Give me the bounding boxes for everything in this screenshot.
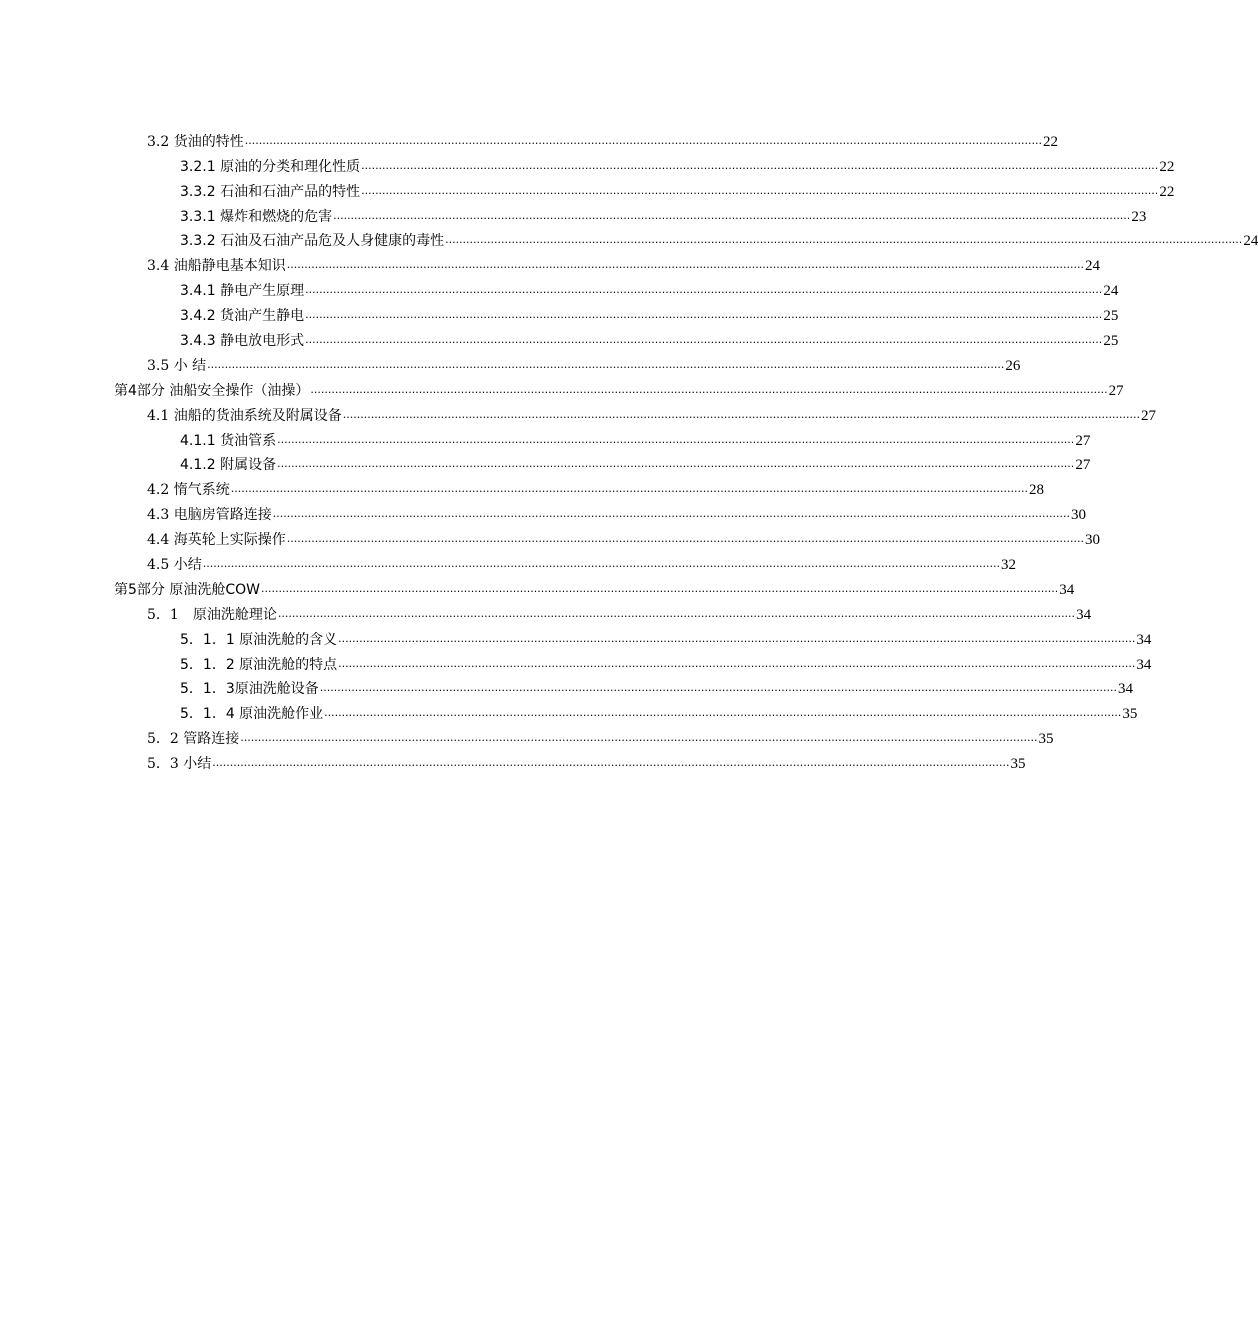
toc-dot-leader: .................................................................................................................................................................................................................................... (333, 208, 1131, 222)
toc-dot-leader: .................................................................................................................................................................................................................................... (277, 457, 1075, 471)
toc-dot-leader: .................................................................................................................................................................................................................................... (445, 233, 1243, 247)
toc-page-number: 32 (1000, 557, 1016, 574)
toc-page-number: 27 (1140, 407, 1156, 424)
toc-entry[interactable] (0, 226, 1258, 251)
toc-page-number: 27 (1075, 457, 1091, 474)
toc-entry[interactable] (0, 748, 1026, 773)
toc-dot-leader: .................................................................................................................................................................................................................................... (207, 357, 1005, 371)
toc-dot-leader: .................................................................................................................................................................................................................................... (319, 681, 1117, 695)
toc-page-number: 23 (1131, 208, 1147, 225)
toc-dot-leader: .................................................................................................................................................................................................................................... (244, 133, 1042, 147)
toc-entry[interactable] (0, 599, 1092, 624)
toc-entry[interactable] (0, 250, 1100, 275)
toc-entry-label: 5．1．4 原油洗舱作业 (180, 706, 324, 723)
toc-entry-label: 4.1.2 附属设备 (180, 457, 277, 474)
toc-entry[interactable] (0, 425, 1091, 450)
toc-entry[interactable] (0, 176, 1175, 201)
toc-entry[interactable] (0, 350, 1021, 375)
toc-dot-leader: .................................................................................................................................................................................................................................... (305, 308, 1103, 322)
toc-page-number: 27 (1075, 432, 1091, 449)
toc-page-number: 35 (1038, 731, 1054, 748)
toc-entry[interactable] (0, 499, 1086, 524)
toc-entry[interactable] (0, 400, 1156, 425)
toc-entry-label: 5．1 原油洗舱理论 (147, 606, 277, 623)
toc-page-number: 35 (1010, 756, 1026, 773)
toc-page-number: 30 (1084, 532, 1100, 549)
toc-entry-label: 3.4.3 静电放电形式 (180, 333, 305, 350)
toc-page-number: 26 (1005, 357, 1021, 374)
toc-entry[interactable] (0, 201, 1147, 226)
toc-entry-label: 4.5 小结 (147, 557, 202, 574)
toc-entry-label: 3.5 小 结 (147, 357, 207, 374)
toc-page-number: 34 (1117, 681, 1133, 698)
toc-entry-label: 3.3.2 石油和石油产品的特性 (180, 183, 361, 200)
toc-dot-leader: .................................................................................................................................................................................................................................... (286, 258, 1084, 272)
toc-dot-leader: .................................................................................................................................................................................................................................... (361, 158, 1159, 172)
toc-page-number: 34 (1136, 656, 1152, 673)
toc-entry-label: 5．1．3原油洗舱设备 (180, 681, 319, 698)
toc-entry[interactable] (0, 275, 1119, 300)
toc-entry-label: 5．3 小结 (147, 756, 212, 773)
toc-entry-label: 第4部分 油船安全操作（油操） (114, 382, 310, 399)
toc-page-number: 25 (1103, 333, 1119, 350)
toc-entry-label: 5．2 管路连接 (147, 731, 240, 748)
toc-entry-label: 第5部分 原油洗舱COW (114, 581, 260, 598)
toc-entry-label: 4.4 海英轮上实际操作 (147, 532, 286, 549)
toc-entry-label: 5．1．1 原油洗舱的含义 (180, 631, 338, 648)
toc-entry-label: 4.2 惰气系统 (147, 482, 230, 499)
toc-entry[interactable] (0, 624, 1152, 649)
toc-dot-leader: .................................................................................................................................................................................................................................... (324, 706, 1122, 720)
toc-entry[interactable] (0, 574, 1075, 599)
toc-dot-leader: .................................................................................................................................................................................................................................... (305, 333, 1103, 347)
toc-entry-label: 4.3 电脑房管路连接 (147, 507, 272, 524)
toc-dot-leader: .................................................................................................................................................................................................................................... (277, 606, 1076, 620)
table-of-contents (0, 126, 1258, 773)
toc-dot-leader: .................................................................................................................................................................................................................................... (261, 581, 1059, 595)
toc-entry[interactable] (0, 151, 1175, 176)
toc-entry-label: 3.4 油船静电基本知识 (147, 258, 286, 275)
toc-dot-leader: .................................................................................................................................................................................................................................... (361, 183, 1159, 197)
toc-entry[interactable] (0, 723, 1054, 748)
toc-dot-leader: .................................................................................................................................................................................................................................... (230, 482, 1028, 496)
toc-entry[interactable] (0, 674, 1133, 699)
toc-page-number: 34 (1059, 581, 1075, 598)
toc-entry[interactable] (0, 649, 1152, 674)
toc-page-number: 34 (1076, 606, 1092, 623)
toc-dot-leader: .................................................................................................................................................................................................................................... (305, 283, 1103, 297)
toc-entry[interactable] (0, 698, 1138, 723)
toc-entry-label: 4.1.1 货油管系 (180, 432, 277, 449)
toc-entry-label: 4.1 油船的货油系统及附属设备 (147, 407, 342, 424)
toc-page-number: 22 (1159, 183, 1175, 200)
toc-entry[interactable] (0, 549, 1016, 574)
toc-dot-leader: .................................................................................................................................................................................................................................... (240, 731, 1038, 745)
toc-page-number: 24 (1103, 283, 1119, 300)
toc-entry-label: 3.2 货油的特性 (147, 133, 244, 150)
toc-entry[interactable] (0, 375, 1124, 400)
toc-dot-leader: .................................................................................................................................................................................................................................... (310, 382, 1108, 396)
toc-dot-leader: .................................................................................................................................................................................................................................... (342, 407, 1140, 421)
toc-entry-label: 3.4.2 货油产生静电 (180, 308, 305, 325)
toc-dot-leader: .................................................................................................................................................................................................................................... (277, 432, 1075, 446)
toc-entry[interactable] (0, 126, 1058, 151)
toc-page-number: 25 (1103, 308, 1119, 325)
toc-dot-leader: .................................................................................................................................................................................................................................... (338, 631, 1136, 645)
toc-page-number: 28 (1028, 482, 1044, 499)
toc-entry-label: 3.3.1 爆炸和燃烧的危害 (180, 208, 333, 225)
toc-entry-label: 3.3.2 石油及石油产品危及人身健康的毒性 (180, 233, 445, 250)
toc-page-number: 24 (1243, 233, 1258, 250)
toc-page-number: 27 (1108, 382, 1124, 399)
toc-dot-leader: .................................................................................................................................................................................................................................... (202, 557, 1000, 571)
toc-entry-label: 3.2.1 原油的分类和理化性质 (180, 158, 361, 175)
toc-page-number: 30 (1070, 507, 1086, 524)
toc-entry[interactable] (0, 474, 1044, 499)
toc-page-number: 24 (1084, 258, 1100, 275)
toc-dot-leader: .................................................................................................................................................................................................................................... (212, 756, 1010, 770)
toc-dot-leader: .................................................................................................................................................................................................................................... (338, 656, 1136, 670)
toc-entry[interactable] (0, 450, 1091, 475)
toc-dot-leader: .................................................................................................................................................................................................................................... (286, 532, 1084, 546)
toc-dot-leader: .................................................................................................................................................................................................................................... (272, 507, 1070, 521)
toc-page-number: 22 (1042, 133, 1058, 150)
toc-entry[interactable] (0, 325, 1119, 350)
toc-page-number: 35 (1122, 706, 1138, 723)
toc-entry-label: 5．1．2 原油洗舱的特点 (180, 656, 338, 673)
toc-page-number: 34 (1136, 631, 1152, 648)
toc-entry-label: 3.4.1 静电产生原理 (180, 283, 305, 300)
toc-page-number: 22 (1159, 158, 1175, 175)
toc-entry[interactable] (0, 300, 1119, 325)
toc-entry[interactable] (0, 524, 1100, 549)
